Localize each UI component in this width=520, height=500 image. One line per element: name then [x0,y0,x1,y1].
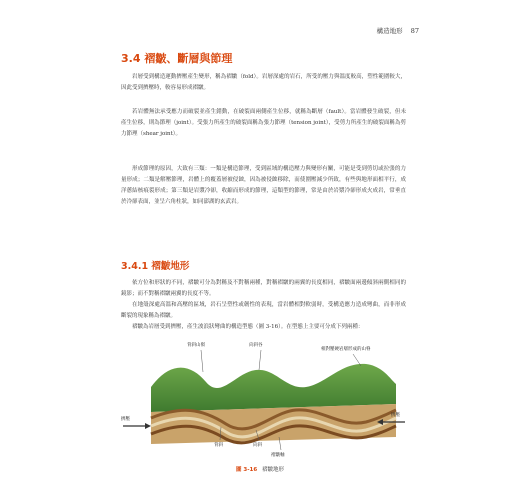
chapter-title: 構造地形 [376,27,403,35]
paragraph-fold: 岩層受到構造運動擠壓產生變形，稱為褶皺（fold）。岩層深處的岩石，所受的壓力與溫度較高，塑性範圍較大，因此受到擠壓時，較容易形成褶皺。 [121,74,406,91]
fold-terrain-figure [121,342,407,462]
terrain-surface [151,364,396,412]
running-header [377,26,419,35]
section-title: 3.4 褶皺、斷層與節理 [121,52,233,65]
label-fold-axis: 褶皺軸 [271,453,285,458]
subsection-title: 3.4.1 褶皺地形 [121,261,190,272]
figure-caption-text: 褶皺地形 [261,467,284,473]
paragraph-fault: 若岩體無法承受應力而破裂並產生錯動，在破裂面兩側產生位移，就稱為斷層（fault）。當岩體發生破裂，但未產生位移，則為節理（joint）。受張力所產生的破裂面稱為張力節理（tension joint），受剪力所產生的破裂面稱為剪力節理（shear joint）。 [121,109,406,137]
label-anticline-valley: 向斜谷 [249,343,263,348]
label-syncline-mountain: 背斜山嶺 [187,343,205,348]
label-squeeze-left: 擠壓 [121,417,130,422]
page-number: 87 [410,27,419,35]
figure-caption [95,465,425,473]
fold-terrain-illustration [121,342,407,462]
arrow-left-icon [123,423,151,429]
book-page [95,20,425,475]
label-syncline: 向斜 [253,443,262,448]
paragraph-fold-conditions: 在地殼深處高溫和高壓的區域，岩石呈塑性或韌性的表現，當岩體相對軟弱時，受構造應力造成彎曲，而非形成斷裂的現象稱為褶皺。 [121,302,406,319]
label-anticline: 背斜 [214,443,223,448]
label-reversed-ridge: 相對壓硬岩層形成的山脊 [321,347,371,352]
strata-block [151,404,396,444]
paragraph-joint: 形成節理的原因，大致有三類：一類是構造節理，受到區域的構造壓力與變形有關，可能是受到剪切或拉張的力量形成；二類是解壓節理，岩體上的覆蓋層被侵蝕，因為被侵蝕移除，而使圍壓減少所致，有些與地形面相平行，成洋蔥結核痕裂形成；第三類是岩漿冷卻，收縮而形成的節理，這類型的節理，常是由於岩漿冷卻形成火成岩，常垂直於冷卻表面，並呈六角柱狀，如同澎湖的玄武岩。 [121,166,406,205]
figure-number: 圖 3-16 [236,467,258,473]
label-squeeze-right: 擠壓 [391,413,400,418]
paragraph-fold-types: 依方位和形狀的不同，褶皺可分為對稱及不對稱兩種，對稱褶皺的兩翼的長度相同，褶皺面兩邊傾斜兩側相同的鏡影；而不對稱褶皺兩翼的長度不等。 [121,280,406,297]
paragraph-fold-intro: 褶皺為岩層受到擠壓，產生波浪狀彎曲的構造型態（圖 3-16）。在型態上主要可分成下列兩種： [132,324,364,330]
